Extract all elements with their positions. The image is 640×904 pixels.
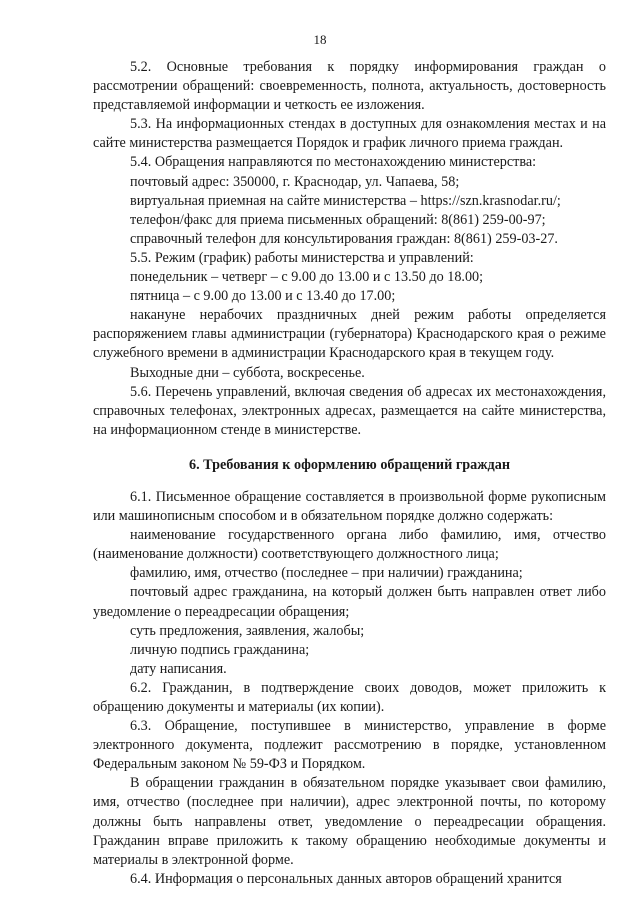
schedule-mon-thu: понедельник – четверг – с 9.00 до 13.00 и с 13.50 до 18.00; (130, 269, 484, 286)
paragraph-5-3: 5.3. На информационных стендах в доступных для ознакомления местах и на сайте министерства размещается Порядок и график личного приема граждан. (93, 116, 606, 152)
requirement-item: фамилию, имя, отчество (последнее – при наличии) гражданина; (130, 565, 523, 582)
requirement-item: наименование государственного органа либо фамилию, имя, отчество (наименование должности) соответствующего должностного лица; (93, 527, 606, 563)
document-body (93, 58, 606, 889)
postal-address-line: почтовый адрес: 350000, г. Краснодар, ул. Чапаева, 58; (130, 173, 460, 190)
reference-phone-line: справочный телефон для консультирования граждан: 8(861) 259-03-27. (130, 230, 558, 247)
requirement-item: личную подпись гражданина; (130, 641, 310, 658)
paragraph-6-3: 6.3. Обращение, поступившее в министерство, управление в форме электронного документа, подлежит рассмотрению в порядке, установленном Федеральным законом № 59-ФЗ и Порядком. (93, 718, 606, 773)
section-heading: 6. Требования к оформлению обращений граждан (188, 456, 510, 473)
paragraph-6-2: 6.2. Гражданин, в подтверждение своих доводов, может приложить к обращению документы и материалы (их копии). (93, 679, 606, 715)
requirement-item: дату написания. (130, 660, 227, 677)
page-number: 18 (313, 32, 327, 47)
holiday-schedule-paragraph: накануне нерабочих праздничных дней режим работы определяется распоряжением главы администрации (губернатора) Краснодарского края о режиме служебного времени в администрации Краснодарского края в текущем году. (93, 307, 606, 362)
paragraph-5-2: 5.2. Основные требования к порядку информирования граждан о рассмотрении обращений: своевременность, полнота, актуальность, достоверность представляемой информации и четкость ее изложения. (93, 59, 606, 114)
schedule-fri: пятница – с 9.00 до 13.00 и с 13.40 до 17.00; (130, 288, 396, 305)
phone-fax-line: телефон/факс для приема письменных обращений: 8(861) 259-00-97; (130, 211, 546, 228)
paragraph-5-4: 5.4. Обращения направляются по местонахождению министерства: (130, 154, 537, 171)
paragraph-6-4: 6.4. Информация о персональных данных авторов обращений хранится (130, 870, 562, 887)
paragraph-6-1: 6.1. Письменное обращение составляется в произвольной форме рукописным или машинописным способом и в обязательном порядке должно содержать: (93, 488, 606, 525)
requirement-item: суть предложения, заявления, жалобы; (130, 622, 365, 639)
requirement-item: почтовый адрес гражданина, на который должен быть направлен ответ либо уведомление о переадресации обращения; (93, 584, 606, 620)
paragraph-5-6: 5.6. Перечень управлений, включая сведения об адресах их местонахождения, справочных телефонах, электронных адресах, размещается на сайте министерства, на информационном стенде в министерстве. (93, 383, 606, 438)
virtual-reception-line: виртуальная приемная на сайте министерства – https://szn.krasnodar.ru/; (130, 192, 561, 209)
days-off-line: Выходные дни – суббота, воскресенье. (130, 364, 365, 381)
electronic-appeal-paragraph: В обращении гражданин в обязательном порядке указывает свои фамилию, имя, отчество (последнее при наличии), адрес электронной почты, по которому должны быть направлены ответ, уведомление о переадресации обращения. Гражданин вправе приложить к такому обращению необходимые документы и материалы в электронной форме. (93, 775, 606, 868)
paragraph-5-5: 5.5. Режим (график) работы министерства и управлений: (130, 249, 474, 266)
